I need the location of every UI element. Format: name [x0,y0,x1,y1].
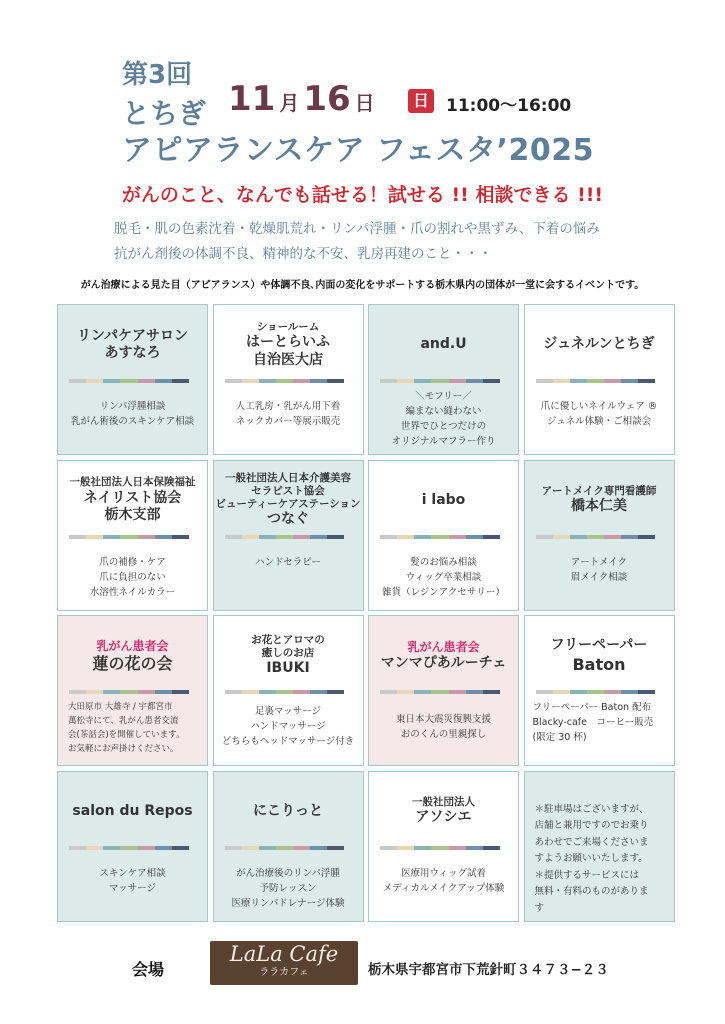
color-stripe-segment [380,690,397,694]
exhibitor-card [368,771,519,922]
color-stripe-segment [604,379,621,383]
service-line: (限定 30 杯) [532,732,587,743]
service-line: 医療用ウィッグ試着 [401,867,486,879]
exhibitor-name-line: 蓮の花の会 [92,653,173,673]
color-stripe-segment [638,535,655,539]
color-stripe-divider [69,535,189,539]
color-stripe-segment [293,379,310,383]
color-stripe-segment [621,535,638,539]
color-stripe-segment [293,846,310,850]
exhibitor-name-line: 一般社団法人日本介護美容 [225,472,351,485]
exhibitor-card [213,771,364,922]
exhibitor-name-line: 一般社団法人 [412,796,475,809]
color-stripe-segment [621,690,638,694]
venue-address: 栃木県宇都宮市下荒針町３４７３−２３ [368,962,609,978]
color-stripe-segment [310,535,327,539]
exhibitor-card [368,460,519,611]
exhibitor-card [368,615,519,766]
service-line: 爪に負担のない [99,571,166,583]
exhibitor-name [58,628,207,684]
service-line: 髪のお悩み相談 [410,556,477,568]
service-line: がん治療後のリンパ浮腫 [236,867,340,879]
color-stripe-segment [259,535,276,539]
exhibitor-name [369,473,518,529]
service-line: どちらもヘッドマッサージ付き [221,736,355,747]
exhibitor-name-line: 癒しのお店 [261,647,315,660]
service-line: 眉メイク相談 [570,571,628,583]
date-day-unit: 日 [354,91,375,115]
exhibitor-card [524,304,675,455]
color-stripe-segment [86,379,103,383]
exhibitor-name-line: アートメイク専門看護師 [541,485,657,498]
exhibitor-name [369,628,518,684]
color-stripe-divider [225,690,345,694]
color-stripe-segment [310,379,327,383]
exhibitor-grid [57,304,675,922]
color-stripe-segment [570,535,587,539]
event-time: 11:00〜16:00 [446,96,572,116]
exhibitor-name-line: つなぐ [267,511,309,528]
exhibitor-card [213,615,364,766]
color-stripe-segment [242,379,259,383]
concerns-list [114,217,600,267]
exhibitor-name-line: セラピスト協会 [251,485,325,498]
exhibitor-services [369,866,518,896]
service-line: す [534,902,545,914]
color-stripe-segment [553,379,570,383]
exhibitor-name [369,317,518,373]
color-stripe-segment [449,535,466,539]
service-line: 予防レッスン [259,882,317,894]
venue-label: 会場 [132,960,165,979]
color-stripe-divider [380,535,500,539]
service-line: 世界でひとつだけの [400,421,487,432]
color-stripe-segment [225,846,242,850]
venue-logo-name: LaLa Cafe [229,942,339,966]
color-stripe-segment [120,379,137,383]
color-stripe-segment [570,379,587,383]
color-stripe-segment [225,535,242,539]
color-stripe-segment [242,690,259,694]
exhibitor-services [214,704,363,749]
color-stripe-segment [414,535,431,539]
exhibitor-card [524,460,675,611]
color-stripe-segment [587,690,604,694]
service-line: ウィッグ卒業相談 [405,571,482,583]
exhibitor-name [525,628,674,684]
service-line: アートメイク [570,556,628,568]
color-stripe-segment [587,535,604,539]
color-stripe-segment [155,379,172,383]
color-stripe-segment [621,379,638,383]
color-stripe-segment [259,690,276,694]
exhibitor-name-line: salon du Repos [72,802,193,819]
color-stripe-segment [483,535,500,539]
color-stripe-segment [414,690,431,694]
event-title: アピアランスケア フェスタ’2025 [122,133,594,168]
color-stripe-segment [138,535,155,539]
exhibitor-name-line: お花とアロマの [251,634,325,647]
exhibitor-name-line: アソシエ [415,809,472,826]
exhibitor-name-line: マンマぴあルーチェ [380,654,507,671]
service-line: 東日本大震災復興支援 [395,714,491,725]
exhibitor-card [57,615,208,766]
exhibitor-name-line: ジュネルンとちぎ [543,336,655,353]
color-stripe-segment [638,379,655,383]
date-month: 11 [228,79,276,119]
service-line: ハンドマッサージ [250,721,326,732]
color-stripe-segment [466,535,483,539]
exhibitor-name [58,317,207,373]
venue-logo [210,941,358,985]
exhibitor-card [213,304,364,455]
exhibitor-name-line: リンパケアサロン [76,327,189,344]
exhibitor-name [58,473,207,529]
exhibitor-services [214,555,363,570]
color-stripe-segment [69,690,86,694]
service-line: 会(茶話会)を開催しています。 [68,730,185,740]
service-line: ハンドセラピー [255,556,321,568]
color-stripe-segment [103,379,120,383]
color-stripe-divider [380,846,500,850]
exhibitor-name [525,473,674,529]
color-stripe-segment [638,690,655,694]
color-stripe-segment [86,846,103,850]
color-stripe-segment [155,690,172,694]
color-stripe-segment [172,379,189,383]
color-stripe-segment [293,690,310,694]
color-stripe-divider [69,379,189,383]
service-line: Blacky-cafe コーヒー販売 [532,717,654,728]
color-stripe-divider [225,379,345,383]
exhibitor-services [58,399,207,429]
color-stripe-segment [120,690,137,694]
exhibitor-services [369,712,518,742]
exhibitor-name-line: あすなろ [104,345,161,361]
color-stripe-divider [380,379,500,383]
exhibitor-name [369,784,518,840]
exhibitor-services [58,555,207,600]
color-stripe-segment [483,846,500,850]
event-intro: がん治療による見た目（アピアランス）や体調不良､内面の変化をサポートする栃木県内の団体が一堂に会するイベントです。 [80,280,645,291]
color-stripe-divider [69,690,189,694]
service-line: 雑貨（レジンアクセサリー） [382,586,505,598]
exhibitor-name-line: 乳がん患者会 [407,639,480,654]
color-stripe-segment [69,846,86,850]
color-stripe-segment [225,379,242,383]
service-line: ジュネル体験・ご相談会 [546,416,652,427]
service-line: スキンケア相談 [99,867,166,879]
color-stripe-divider [536,535,656,539]
color-stripe-segment [172,690,189,694]
service-line: おのくんの里親探し [400,729,487,740]
exhibitor-services [58,866,207,896]
date-month-unit: 月 [279,91,300,115]
exhibitor-name-line: 一般社団法人日本保険福祉 [69,476,196,489]
exhibitor-name-line: ネイリスト協会 [83,489,182,506]
exhibitor-card [57,304,208,455]
service-line: フリーペーパー Baton 配布 [532,702,652,713]
service-line: 爪に優しいネイルウェア ® [540,401,658,412]
day-of-week-badge: 日 [408,89,434,113]
color-stripe-segment [570,690,587,694]
color-stripe-divider [536,690,656,694]
color-stripe-segment [380,846,397,850]
color-stripe-divider [536,379,656,383]
color-stripe-segment [276,379,293,383]
exhibitor-services [525,399,674,429]
exhibitor-name-line: IBUKI [266,660,310,677]
color-stripe-segment [327,846,344,850]
color-stripe-segment [449,379,466,383]
color-stripe-segment [86,690,103,694]
color-stripe-segment [397,846,414,850]
color-stripe-segment [103,535,120,539]
event-date [228,79,379,119]
exhibitor-card [57,460,208,611]
color-stripe-segment [431,690,448,694]
exhibitor-name-line: 乳がん患者会 [96,638,169,653]
color-stripe-segment [155,535,172,539]
color-stripe-segment [138,690,155,694]
color-stripe-segment [449,846,466,850]
color-stripe-segment [414,379,431,383]
color-stripe-segment [397,379,414,383]
concern-line: 脱毛・肌の色素沈着・乾燥肌荒れ・リンパ浮腫・爪の割れや黒ずみ、下着の悩み [114,221,600,237]
color-stripe-segment [327,535,344,539]
color-stripe-segment [466,379,483,383]
exhibitor-name-line: and.U [420,336,467,353]
color-stripe-segment [120,846,137,850]
exhibitor-name [214,784,363,840]
color-stripe-segment [172,535,189,539]
exhibitor-name [58,784,207,840]
date-day: 16 [303,79,351,119]
color-stripe-segment [449,690,466,694]
exhibitor-name [214,473,363,529]
service-line: 水溶性ネイルカラー [89,586,176,598]
event-region: とちぎ [122,97,207,130]
color-stripe-segment [536,379,553,383]
exhibitor-name-line: 自治医大店 [253,351,323,368]
catchphrase: がんのこと、なんでも話せる！試せる !! 相談できる !!! [121,184,604,206]
color-stripe-segment [380,379,397,383]
color-stripe-segment [553,690,570,694]
service-line: 編まない縫わない [405,406,482,417]
service-line: 乳がん術後のスキンケア相談 [70,416,195,427]
color-stripe-segment [259,846,276,850]
exhibitor-name-line: はーとらいふ [246,334,330,351]
service-line: メディカルメイクアップ体験 [382,882,505,894]
color-stripe-segment [310,690,327,694]
service-line: ＊提供するサービスには [534,869,640,881]
exhibitor-name-line: 栃木支部 [104,507,161,524]
color-stripe-segment [327,379,344,383]
color-stripe-segment [380,535,397,539]
color-stripe-segment [466,690,483,694]
color-stripe-segment [431,379,448,383]
service-line: ＊駐車場はございますが、 [534,803,649,815]
color-stripe-segment [103,846,120,850]
exhibitor-card [524,615,675,766]
service-line: オリジナルマフラー作り [391,436,496,447]
exhibitor-name [214,628,363,684]
color-stripe-divider [380,690,500,694]
exhibitor-services [68,700,207,756]
color-stripe-segment [276,690,293,694]
color-stripe-segment [466,846,483,850]
color-stripe-segment [553,535,570,539]
event-edition: 第3回 [122,60,193,90]
color-stripe-segment [397,690,414,694]
color-stripe-segment [259,379,276,383]
exhibitor-name-line: i labo [421,491,466,508]
color-stripe-segment [431,846,448,850]
service-line: ネックカバー等展示販売 [235,416,341,427]
color-stripe-divider [225,846,345,850]
color-stripe-segment [172,846,189,850]
exhibitor-name-line: にこりっと [253,802,323,819]
exhibitor-name-line: 橋本仁美 [571,498,627,515]
color-stripe-segment [414,846,431,850]
color-stripe-segment [536,535,553,539]
color-stripe-segment [483,379,500,383]
service-line: リンパ浮腫相談 [99,401,166,412]
exhibitor-card [368,304,519,455]
color-stripe-segment [276,535,293,539]
concern-line: 抗がん剤後の体調不良、精神的な不安、乳房再建のこと・・・ [114,246,492,262]
color-stripe-segment [86,535,103,539]
service-line: すようお願いいたします。 [534,853,648,864]
color-stripe-segment [397,535,414,539]
color-stripe-divider [69,846,189,850]
service-line: 足裏マッサージ [255,706,321,717]
service-line: 大田原市 大雄寺 / 宇都宮市 [68,702,173,712]
color-stripe-segment [225,690,242,694]
color-stripe-segment [155,846,172,850]
exhibitor-card [524,771,675,922]
service-line: 萬松寺にて、乳がん患者交流 [68,716,179,726]
venue-logo-kana: ララカフェ [259,967,309,978]
service-line: お気軽にお声掛けください。 [68,744,179,754]
exhibitor-name-line: ショールーム [256,320,320,333]
service-line: あわせでご来場くださいま [534,836,649,848]
color-stripe-segment [327,690,344,694]
color-stripe-segment [604,535,621,539]
notice-text [535,802,674,918]
color-stripe-divider [225,535,345,539]
exhibitor-name [214,317,363,373]
exhibitor-services [214,866,363,911]
service-line: 医療リンパドレナージ体験 [231,897,345,909]
service-line: 店舗と兼用ですのでお乗り [534,820,649,831]
exhibitor-services [525,555,674,585]
color-stripe-segment [103,690,120,694]
exhibitor-name-line: ビューティーケアステーション [215,498,361,511]
color-stripe-segment [242,846,259,850]
color-stripe-segment [69,535,86,539]
service-line: ＼モフリー／ [415,391,472,402]
color-stripe-segment [536,690,553,694]
service-line: マッサージ [109,882,156,894]
exhibitor-services [369,389,518,449]
color-stripe-segment [293,535,310,539]
exhibitor-name-line: Baton [572,654,626,674]
color-stripe-segment [431,535,448,539]
color-stripe-segment [138,846,155,850]
exhibitor-name [525,317,674,373]
color-stripe-segment [587,379,604,383]
color-stripe-segment [483,690,500,694]
exhibitor-name-line: フリーペーパー [550,637,648,654]
service-line: 人工乳房・乳がん用下着 [235,401,341,412]
exhibitor-services [369,555,518,600]
color-stripe-segment [138,379,155,383]
exhibitor-card [57,771,208,922]
color-stripe-segment [310,846,327,850]
color-stripe-segment [604,690,621,694]
color-stripe-segment [69,379,86,383]
service-line: 爪の補修・ケア [99,556,166,568]
exhibitor-services [214,399,363,429]
color-stripe-segment [120,535,137,539]
exhibitor-services [533,700,674,745]
color-stripe-segment [242,535,259,539]
color-stripe-segment [276,846,293,850]
service-line: 無料・有料のものがありま [534,886,649,897]
exhibitor-card [213,460,364,611]
